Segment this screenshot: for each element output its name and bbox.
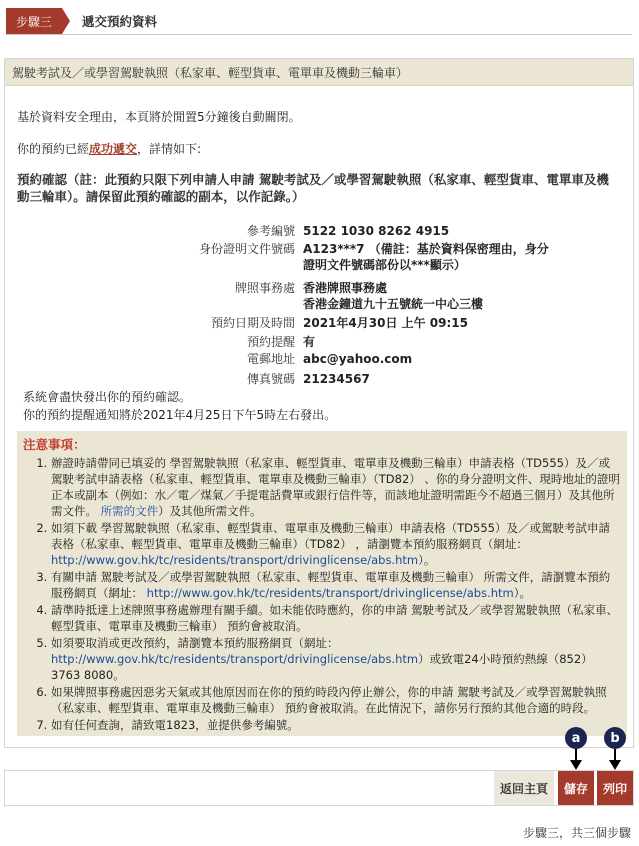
abs-link-2[interactable]: http://www.gov.hk/tc/residents/transport/drivinglicense/abs.htm (146, 586, 514, 600)
print-button[interactable]: 列印 (597, 771, 633, 805)
send-confirm-message: 系統會盡快發出你的預約確認。 (23, 390, 192, 404)
reminder-time-message: 你的預約提醒通知將於2021年4月25日下午5時左右發出。 (23, 408, 337, 422)
ref-value: 5122 1030 8262 4915 (303, 224, 450, 238)
notice-item-1-end: ）及其他所需文件。 (158, 504, 262, 518)
notice-item-1-text: 辦證時請帶同已填妥的 學習駕駛執照（私家車、輕型貨車、電單車及機動三輪車）申請表格（TD555）及／或駕駛考試申請表格（私家車、輕型貨車、電單車及機動三輪車）（TD82） 、你的身分證明文件、現時地址的證明正本或副本（例如：水／電／煤氣／手提電話費單或銀行信件等，而該地址證明需距今不超過三個月）及其他所需文件。 (51, 456, 620, 518)
notice-item-5 (51, 635, 621, 683)
save-button[interactable]: 儲存 (558, 771, 594, 805)
marker-a: a (565, 727, 587, 749)
id-value-block (303, 241, 549, 273)
success-prefix: 你的預約已經 (17, 142, 90, 156)
confirm-note: 預約確認（註：此預約只限下列申請人申請 駕駛考試及／或學習駕駛執照（私家車、輕型貨車、電單車及機動三輪車）。請保留此預約確認的副本，以作記錄。） (17, 172, 609, 204)
datetime-value: 2021年4月30日 上午 09:15 (303, 316, 469, 330)
email-row (5, 351, 412, 367)
success-suffix: ，詳情如下: (137, 142, 202, 156)
reminder-row (5, 334, 315, 350)
notice-item-2-text: 如須下載 學習駕駛執照（私家車、輕型貨車、電單車及機動三輪車）申請表格（TD555）及／或駕駛考試申請表格（私家車、輕型貨車、電單車及機動三輪車）（TD82） ，請瀏覽本預約服務網頁（網址： (51, 521, 610, 551)
notice-item-3-end: ）。 (513, 586, 531, 600)
success-message (17, 141, 201, 157)
id-note-1: （備註：基於資料保密理由，身分 (368, 242, 549, 256)
notice-item-5-text: 如須要取消或更改預約，請瀏覽本預約服務網頁（網址： (51, 636, 339, 650)
panel-title: 駕駛考試及／或學習駕駛執照（私家車、輕型貨車、電單車及機動三輪車） (5, 59, 633, 86)
office-row (5, 280, 483, 312)
step-title: 遞交預約資料 (82, 14, 158, 29)
fax-value: 21234567 (303, 372, 370, 386)
office-name: 香港牌照事務處 (303, 281, 388, 295)
email-value: abc@yahoo.com (303, 352, 413, 366)
id-note-2: 證明文件號碼部份以***顯示） (303, 258, 466, 272)
notice-item-2-end: ）。 (418, 553, 436, 567)
notice-box (17, 431, 627, 736)
fax-label: 傳真號碼 (246, 372, 295, 386)
marker-a-arrow-head (570, 760, 582, 770)
step-badge: 步驟三 (6, 8, 62, 34)
marker-b-arrow-head (609, 760, 621, 770)
office-address: 香港金鐘道九十五號統一中心三樓 (303, 297, 484, 311)
reminder-value: 有 (303, 335, 316, 349)
id-row (5, 241, 549, 273)
notice-item-6: 6. 如果牌照事務處因惡劣天氣或其他原因而在你的預約時段內停止辦公，你的申請 駕駛考試及／或學習駕駛執照（私家車、輕型貨車、電單車及機動三輪車） 預約會被取消。在此情況下，請你另行預約其他合適的時段。 (51, 684, 621, 716)
notice-item-7: 7. 如有任何查詢，請致電1823，並提供參考編號。 (51, 717, 621, 733)
reminder-label: 預約提醒 (246, 335, 295, 349)
notice-item-4: 4. 請準時抵達上述牌照事務處辦理有關手續。如未能依時應約，你的申請 駕駛考試及／或學習駕駛執照（私家車、輕型貨車、電單車及機動三輪車） 預約會被取消。 (51, 602, 621, 634)
notice-title: 注意事項： (23, 437, 86, 452)
id-label: 身份證明文件號碼 (198, 242, 295, 256)
abs-link-1[interactable]: http://www.gov.hk/tc/residents/transport/drivinglicense/abs.htm (51, 553, 419, 567)
datetime-row (5, 315, 468, 331)
required-docs-link[interactable]: 所需的文件 (100, 504, 159, 518)
notice-item-2 (51, 520, 621, 568)
notice-item-3 (51, 569, 621, 601)
ref-label: 參考編號 (246, 224, 295, 238)
fax-row (5, 371, 370, 387)
step-header (6, 8, 632, 35)
notice-item-5-end: ）或致電24小時預約熱線（852） 3763 8080。 (51, 652, 593, 682)
datetime-label: 預約日期及時間 (210, 316, 295, 330)
step-progress: 步驟三，共三個步驟 (522, 826, 631, 840)
office-label: 牌照事務處 (234, 281, 295, 295)
marker-b: b (604, 727, 626, 749)
return-home-button[interactable]: 返回主頁 (494, 771, 554, 805)
notice-item-3-text: 有關申請 駕駛考試及／或學習駕駛執照（私家車、輕型貨車、電單車及機動三輪車） 所需文件，請瀏覽本預約服務網頁（網址： (51, 570, 611, 600)
office-value (303, 280, 483, 312)
ref-row (5, 223, 449, 239)
id-value: A123***7 (303, 242, 365, 256)
success-emphasis: 成功遞交 (89, 142, 138, 156)
email-label: 電郵地址 (246, 352, 295, 366)
booking-panel (4, 58, 634, 748)
notice-item-1 (51, 455, 621, 519)
notice-list (23, 455, 621, 733)
abs-link-3[interactable]: http://www.gov.hk/tc/residents/transport/drivinglicense/abs.htm (51, 652, 419, 666)
security-notice: 基於資料安全理由，本頁將於閒置5分鐘後自動關閉。 (17, 110, 301, 124)
